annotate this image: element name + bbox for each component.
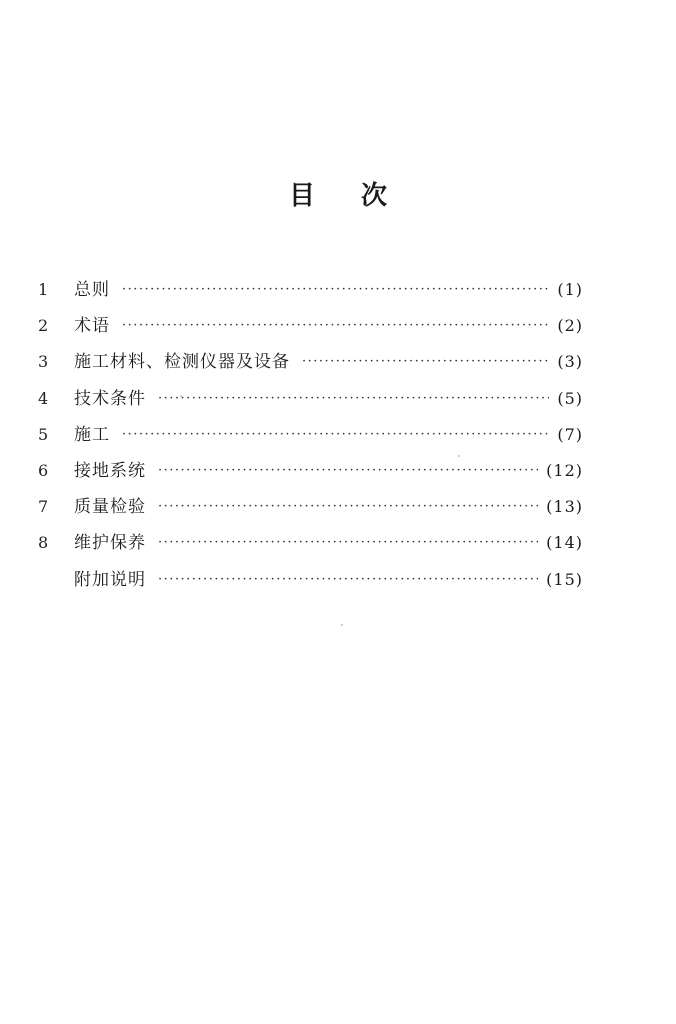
dot-leader [122, 308, 549, 344]
toc-entry-page: (15) [546, 569, 583, 589]
scan-speck [180, 395, 182, 397]
scan-speck [458, 455, 460, 457]
toc-title-char-1: 目 [289, 181, 316, 211]
dot-leader [158, 453, 538, 489]
toc-entry-number: 4 [38, 388, 49, 408]
toc-entry-number: 5 [38, 424, 49, 444]
toc-entry-label: 施工材料、检测仪器及设备 [74, 352, 290, 373]
toc-entry-label: 技术条件 [74, 388, 146, 409]
toc-entry-label: 质量检验 [74, 497, 146, 518]
toc-entry[interactable] [38, 525, 583, 561]
dot-leader [122, 272, 549, 308]
toc-entry[interactable] [38, 308, 583, 344]
toc-entry[interactable] [38, 453, 583, 489]
scan-speck [341, 624, 343, 626]
toc-entry-number: 2 [38, 316, 49, 336]
toc-title [0, 178, 676, 214]
toc-entry-page: (12) [546, 461, 583, 481]
toc-entry-page: (13) [546, 497, 583, 517]
toc-entry-number: 7 [38, 497, 49, 517]
toc-entry-page: (3) [557, 352, 583, 372]
toc-entry-label: 附加说明 [74, 569, 146, 590]
toc-entry-label: 施工 [74, 424, 110, 445]
toc-entry-label: 总则 [74, 280, 110, 301]
dot-leader [158, 525, 538, 561]
table-of-contents [38, 272, 583, 598]
toc-entry[interactable] [38, 344, 583, 380]
dot-leader [302, 344, 549, 380]
toc-entry-number: 8 [38, 533, 49, 553]
toc-entry-number: 1 [38, 280, 49, 300]
toc-title-char-2: 次 [361, 181, 388, 211]
toc-entry-number: 6 [38, 461, 49, 481]
toc-entry-page: (14) [546, 533, 583, 553]
toc-entry-page: (1) [557, 280, 583, 300]
toc-entry-page: (2) [557, 316, 583, 336]
toc-entry[interactable] [38, 562, 583, 598]
toc-entry[interactable] [38, 272, 583, 308]
toc-entry-label: 接地系统 [74, 461, 146, 482]
toc-entry[interactable] [38, 489, 583, 525]
toc-entry[interactable] [38, 381, 583, 417]
toc-entry[interactable] [38, 417, 583, 453]
toc-entry-page: (5) [557, 388, 583, 408]
dot-leader [158, 489, 538, 525]
toc-entry-label: 术语 [74, 316, 110, 337]
dot-leader [158, 381, 549, 417]
dot-leader [158, 562, 538, 598]
toc-entry-page: (7) [557, 424, 583, 444]
dot-leader [122, 417, 549, 453]
toc-entry-number: 3 [38, 352, 49, 372]
toc-entry-label: 维护保养 [74, 533, 146, 554]
